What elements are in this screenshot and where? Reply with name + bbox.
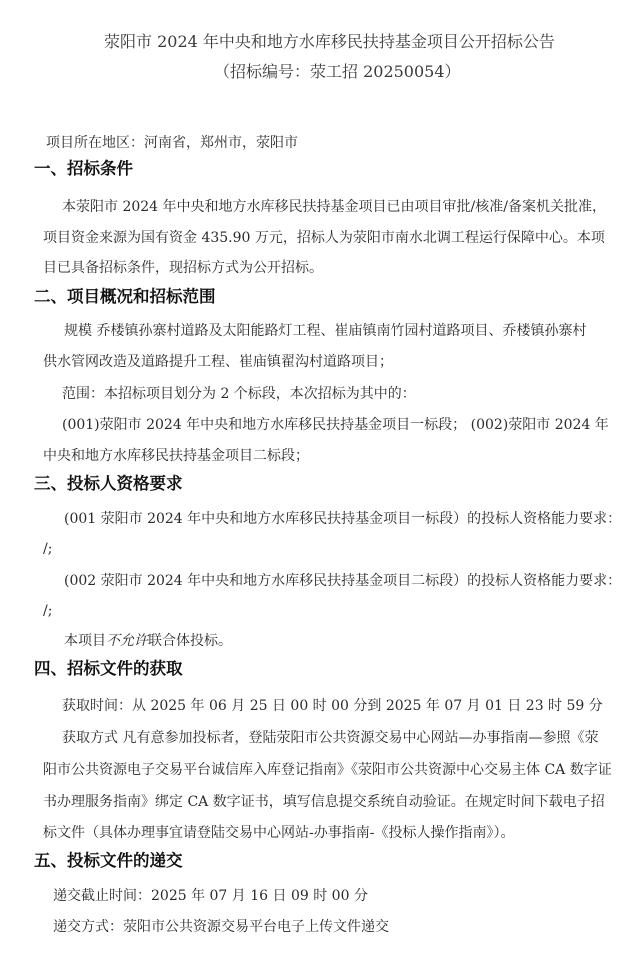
s5-line-2: 递交方式：荥阳市公共资源交易平台电子上传文件递交 xyxy=(53,919,389,935)
s4-line-3: 阳市公共资源电子交易平台诚信库入库登记指南》《荥阳市公共资源中心交易主体 CA 数字证 xyxy=(43,762,612,778)
s4-line-5: 标文件（具体办理事宜请登陆交易中心网站-办事指南-《投标人操作指南》）。 xyxy=(43,825,515,841)
section-heading-4: 四、招标文件的获取 xyxy=(34,659,183,678)
section-heading-3: 三、投标人资格要求 xyxy=(34,474,183,493)
s3-line-5-part-c: 联合体投标。 xyxy=(148,633,232,649)
s3-line-3: (002 荥阳市 2024 年中央和地方水库移民扶持基金项目二标段）的投标人资格能力要求： xyxy=(64,573,622,589)
section-heading-1: 一、招标条件 xyxy=(34,159,133,178)
s2-line-4: (001)荥阳市 2024 年中央和地方水库移民扶持基金项目一标段； (002)荥阳市 2024 年 xyxy=(62,417,609,433)
section-heading-5: 五、投标文件的递交 xyxy=(34,851,183,870)
s3-line-1: (001 荥阳市 2024 年中央和地方水库移民扶持基金项目一标段）的投标人资格能力要求： xyxy=(64,511,622,527)
s1-line-1: 本荥阳市 2024 年中央和地方水库移民扶持基金项目已由项目审批/核准/备案机关批准， xyxy=(62,199,606,215)
document-title: 荥阳市 2024 年中央和地方水库移民扶持基金项目公开招标公告 xyxy=(104,32,555,51)
project-location: 项目所在地区：河南省，郑州市，荥阳市 xyxy=(46,135,298,151)
s4-line-4: 书办理服务指南》绑定 CA 数字证书，填写信息提交系统自动验证。在规定时间下载电子招 xyxy=(43,794,605,810)
s3-line-5-emphasis: 不允许 xyxy=(106,633,148,649)
s2-line-3: 范围：本招标项目划分为 2 个标段，本次招标为其中的： xyxy=(62,386,416,402)
s2-line-5: 中央和地方水库移民扶持基金项目二标段； xyxy=(43,448,309,464)
s1-line-3: 目已具备招标条件，现招标方式为公开招标。 xyxy=(43,260,323,276)
s3-line-4: /; xyxy=(43,603,53,619)
s3-line-2: /; xyxy=(43,541,53,557)
s5-line-1: 递交截止时间：2025 年 07 月 16 日 09 时 00 分 xyxy=(53,888,368,904)
s2-line-1: 规模 乔楼镇孙寨村道路及太阳能路灯工程、崔庙镇南竹园村道路项目、乔楼镇孙寨村 xyxy=(64,323,587,339)
s1-line-2: 项目资金来源为国有资金 435.90 万元，招标人为荥阳市南水北调工程运行保障中心。本项 xyxy=(43,230,605,246)
s2-line-2: 供水管网改造及道路提升工程、崔庙镇翟沟村道路项目； xyxy=(43,354,393,370)
section-heading-2: 二、项目概况和招标范围 xyxy=(34,287,216,306)
s4-line-2: 获取方式 凡有意参加投标者，登陆荥阳市公共资源交易中心网站—办事指南—参照《荥 xyxy=(62,730,599,746)
s3-line-5 xyxy=(64,632,232,650)
s3-line-5-part-a: 本项目 xyxy=(64,633,106,649)
bid-number: （招标编号：荥工招 20250054） xyxy=(214,62,461,81)
s4-line-1: 获取时间：从 2025 年 06 月 25 日 00 时 00 分到 2025 年 07 月 01 日 23 时 59 分 xyxy=(62,698,603,714)
